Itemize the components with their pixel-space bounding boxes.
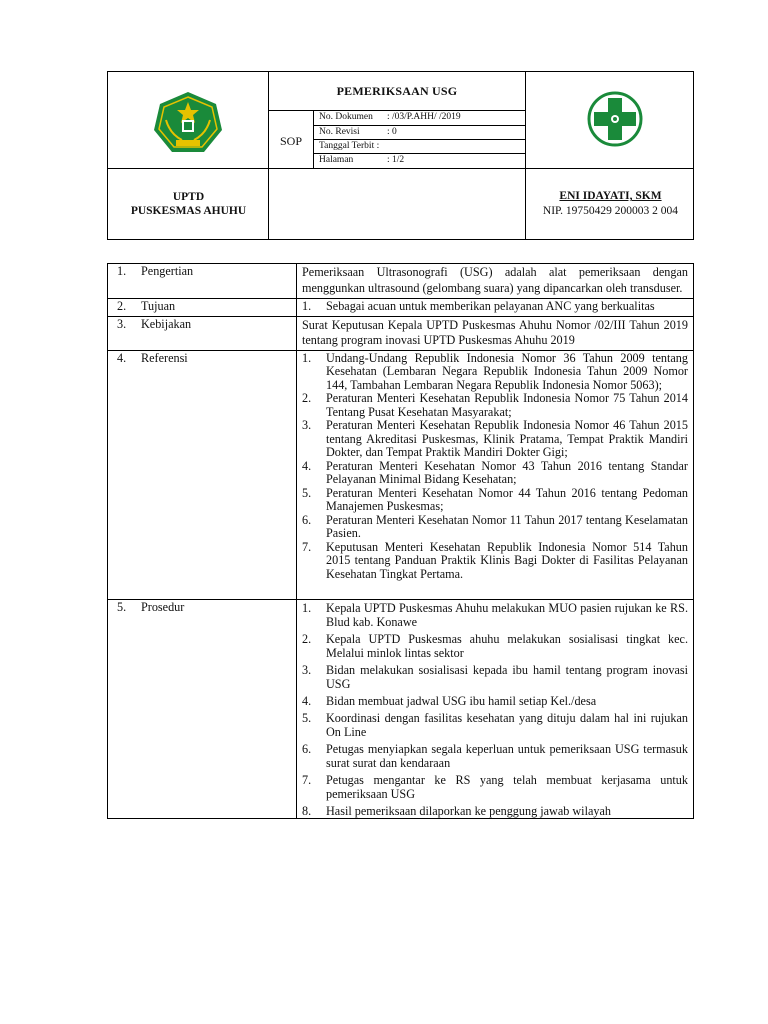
meta-doc-number: No. Dokumen : /03/P.AHH/ /2019 — [319, 112, 461, 122]
section-tujuan: 2. Tujuan 1. Sebagai acuan untuk memberikan pelayanan ANC yang berkualitas — [108, 299, 694, 317]
sop-label: SOP — [279, 134, 302, 148]
list-item: 6. Petugas menyiapkan segala keperluan untuk pemeriksaan USG termasuk surat surat dan kendaraan — [302, 742, 688, 770]
section-text: Surat Keputusan Kepala UPTD Puskesmas Ahuhu Nomor /02/III Tahun 2019 tentang program inovasi UPTD Puskesmas Ahuhu 2019 — [302, 317, 688, 347]
list-item: 1. Undang-Undang Republik Indonesia Nomor 36 Tahun 2009 tentang Kesehatan (Lembaran Negara Republik Indonesia Tahun 2009 Nomor 144, Tambahan Lembaran Negara Republik Indonesia Nomor 5063); — [302, 350, 688, 392]
signer-name: ENI IDAYATI, SKM — [559, 190, 662, 202]
header-divider — [313, 153, 525, 154]
list-item: 7. Petugas mengantar ke RS yang telah membuat kerjasama untuk pemeriksaan USG — [302, 773, 688, 801]
document-title: PEMERIKSAAN USG — [336, 84, 458, 98]
section-text: Pemeriksaan Ultrasonografi (USG) adalah alat pemeriksaan dengan menggunkan ultrasound (gelombang suara) yang dipancarkan oleh transduser. — [302, 265, 688, 295]
section-prosedur: 5. Prosedur 1. Kepala UPTD Puskesmas Ahuhu melakukan MUO pasien rujukan ke RS. Blud kab. Konawe 2. Kepala UPTD Puskesmas ahuhu melakukan sosialisasi tingkat kec. Melalui minlok lintas sektor 3. Bidan melakukan sosialisasi kepada ibu hamil tentang program inovasi USG 4. Bidan membuat jadwal USG ibu hamil setiap Kel./desa 5. Koordinasi dengan fasilitas kesehatan yang dituju dalam hal ini rujukan On Line 6. Petugas menyiapkan segala keperluan untuk pemeriksaan USG termasuk surat surat dan kendaraan 7. Petugas mengantar ke RS yang telah membuat kerjasama untuk pemeriksaan USG 8. Hasil pemeriksaan dilaporkan ke penggung jawab wilayah — [108, 600, 694, 819]
list-item: 4. Bidan membuat jadwal USG ibu hamil setiap Kel./desa — [302, 694, 597, 708]
meta-page: Halaman : 1/2 — [319, 155, 405, 165]
list-item: 5. Peraturan Menteri Kesehatan Nomor 44 Tahun 2016 tentang Pedoman Manajemen Puskesmas; — [302, 485, 688, 513]
puskesmas-cross-icon — [586, 90, 644, 148]
header-divider — [108, 168, 693, 169]
meta-issue-date: Tanggal Terbit : — [319, 141, 380, 151]
section-referensi: 4. Referensi 1. Undang-Undang Republik Indonesia Nomor 36 Tahun 2009 tentang Kesehatan (Lembaran Negara Republik Indonesia Tahun 2009 Nomor 144, Tambahan Lembaran Negara Republik Indonesia Nomor 5063); 2. Peraturan Menteri Kesehatan Republik Indonesia Nomor 75 Tahun 2014 Tentang Pusat Kesehatan Masyarakat; 3. Peraturan Menteri Kesehatan Republik Indonesia Nomor 46 Tahun 2015 tentang Akreditasi Puskesmas, Klinik Pratama, Tempat Praktik Mandiri Dokter, dan Tempat Praktik Mandiri Dokter Gigi; 4. Peraturan Menteri Kesehatan Nomor 43 Tahun 2016 tentang Standar Pelayanan Minimal Bidang Kesehatan; 5. Peraturan Menteri Kesehatan Nomor 44 Tahun 2016 tentang Pedoman Manajemen Puskesmas; 6. Peraturan Menteri Kesehatan Nomor 11 Tahun 2017 tentang Keselamatan Pasien. 7. Keputusan Menteri Kesehatan Republik Indonesia Nomor 514 Tahun 2015 tentang Panduan Praktik Klinis Bagi Dokter di Fasilitas Pelayanan Kesehatan Tingkat Pertama. — [108, 350, 694, 600]
list-item: 1. Sebagai acuan untuk memberikan pelayanan ANC yang berkualitas — [302, 299, 655, 313]
section-pengertian: 1. Pengertian Pemeriksaan Ultrasonografi (USG) adalah alat pemeriksaan dengan menggunkan ultrasound (gelombang suara) yang dipancarkan oleh transduser. — [108, 264, 694, 299]
list-item: 1. Kepala UPTD Puskesmas Ahuhu melakukan MUO pasien rujukan ke RS. Blud kab. Konawe — [302, 601, 688, 629]
list-item: 8. Hasil pemeriksaan dilaporkan ke penggung jawab wilayah — [302, 804, 611, 818]
list-item: 2. Kepala UPTD Puskesmas ahuhu melakukan sosialisasi tingkat kec. Melalui minlok lintas sektor — [302, 632, 688, 660]
list-item: 2. Peraturan Menteri Kesehatan Republik Indonesia Nomor 75 Tahun 2014 Tentang Pusat Kesehatan Masyarakat; — [302, 391, 688, 419]
organization-name: UPTD PUSKESMAS AHUHU — [130, 191, 247, 217]
list-item: 3. Bidan melakukan sosialisasi kepada ibu hamil tentang program inovasi USG — [302, 663, 688, 691]
sop-content-table — [107, 263, 694, 819]
header-divider — [268, 110, 525, 111]
header-divider — [313, 125, 525, 126]
kemenag-emblem-icon — [152, 90, 224, 156]
list-item: 7. Keputusan Menteri Kesehatan Republik Indonesia Nomor 514 Tahun 2015 tentang Panduan Praktik Klinis Bagi Dokter di Fasilitas Pelayanan Kesehatan Tingkat Pertama. — [302, 539, 688, 581]
section-kebijakan: 3. Kebijakan Surat Keputusan Kepala UPTD Puskesmas Ahuhu Nomor /02/III Tahun 2019 tentang program inovasi UPTD Puskesmas Ahuhu 2019 — [108, 316, 694, 350]
list-item: 6. Peraturan Menteri Kesehatan Nomor 11 Tahun 2017 tentang Keselamatan Pasien. — [302, 512, 688, 540]
meta-revision: No. Revisi : 0 — [319, 127, 397, 137]
signer-nip: NIP. 19750429 200003 2 004 — [542, 205, 679, 217]
header-divider — [313, 139, 525, 140]
document-header — [107, 71, 694, 240]
list-item: 4. Peraturan Menteri Kesehatan Nomor 43 Tahun 2016 tentang Standar Pelayanan Minimal Bidang Kesehatan; — [302, 458, 688, 486]
list-item: 5. Koordinasi dengan fasilitas kesehatan yang dituju dalam hal ini rujukan On Line — [302, 711, 688, 739]
list-item: 3. Peraturan Menteri Kesehatan Republik Indonesia Nomor 46 Tahun 2015 tentang Akreditasi Puskesmas, Klinik Pratama, Tempat Praktik Mandiri Dokter, dan Tempat Praktik Mandiri Dokter Gigi; — [302, 418, 688, 459]
